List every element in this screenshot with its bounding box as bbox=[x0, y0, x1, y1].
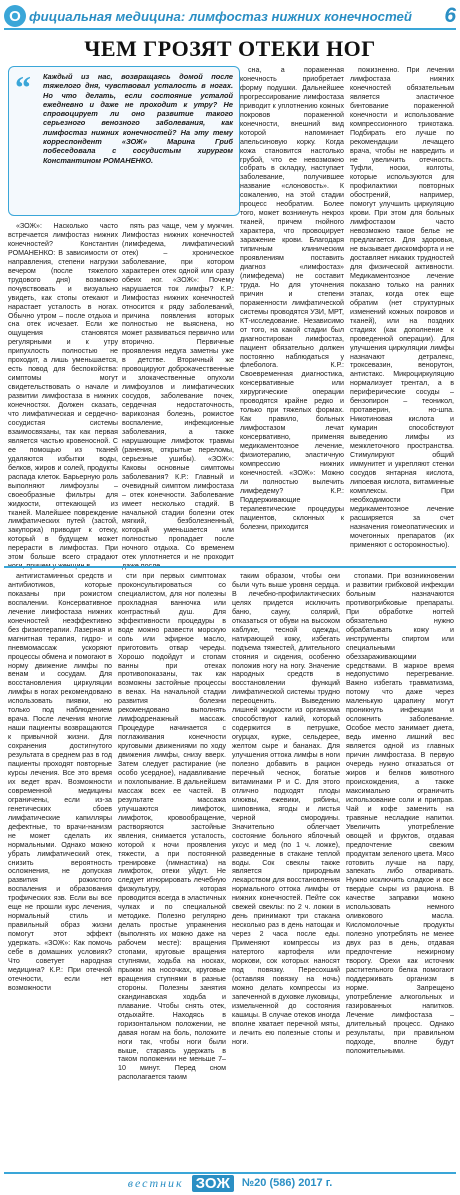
bottom-column-4 bbox=[346, 572, 454, 1168]
rubric-bar bbox=[4, 4, 456, 30]
top-column-3-text: сна, а пораженная конечность приобретает форму подушки. Дальнейшее прогрессирование лимфостаза приводит к уплотнению кожных покровов пораженной конечности, внешний вид которой напоминает апельсиновую корку. Когда кожа становится настолько грубой, что ее невозможно собрать в складку, наступает заболевание, получившее название «слоновость». К сожалению, на этой стадии процесс необратим. Более того, может возникнуть некроз тканей, причем гнойного характера, что провоцирует заражение крови. Благодаря типичным клиническим проявлениям поставить диагноз «лимфостаз» (лимфедема) не составит труда. Но для уточнения причин и степени пораженности лимфатической системы проводятся УЗИ, МРТ, КТ-исследование. Независимо от того, на какой стадии был диагностирован лимфостаз, пациент обязательно должен постоянно наблюдаться у флеболога. К.Р.: Своевременная диагностика, консервативные или хирургические операции проводятся крайне редко и только при тяжелых формах. Как правило, больных лимфостазом лечат консервативно, применяя медикаментозное лечение, физиотерапию, эластичную компрессию нижних конечностей. «ЗОЖ»: Можно ли полностью вылечить лимфедему? К.Р.: Поддерживающие терапевтические процедуры пациентов, склонных к болезни, приходится bbox=[240, 66, 344, 531]
bottom-column-1-text: антигистаминных средств и антибиотиков, которые показаны при рожистом воспалении. Консервативное лечение лимфостаза нижних конечностей неэффективно без физиотерапии. Лазерная и магнитная терапия, гидро- и пневмомассаж ускоряют процессы обмена и помогают в норму движение лимфы по венам и сосудам. Для восстановления циркуляции лимфы в ногах рекомендовано использовать пиявки, но только под наблюдением врача. После лечения многие наши пациенты возвращаются к привычной жизни. Для сохранения достигнутого результата в среднем раз в год пациенты проходят повторные курсы лечения. Все это время их ведет врач. Возможности современной медицины ограничены, если из-за генетических сбоев лимфатические капилляры дефектные, то врачи-нанизм не может сделать их нормальными. Однако можно убрать лимфатический отек, снизить вероятность осложнения, не допуская развития рожистого воспаления и образования трофических язв. Если вы все еще не прошли курс лечения, нормальный стиль и правильный образ жизни помогут этот эффект удержать. «ЗОЖ»: Как помочь себе в домашних условиях? Что советует народная медицина? К.Р.: При отечной отечности, если нет возможности bbox=[8, 572, 112, 992]
bottom-column-2-text: сти при первых симптомах проконсультироваться со специалистом, для ног полезны прохладная ванночка или контрастный душ. Для эффективности процедуры в воде можно развести морскую соль или эфирное масло, приготовить отвар череды. Хорошо подойдут и стопам ванны при отеках противопоказаны, так как возможны застойные процессы в венах. На начальной стадии развития болезни рекомендовано выполнять лимфодренажный массаж. Процедуре начинается с поглаживания конечности круговыми движениями по ходу движения лимфы, снизу вверх. Затем следует растирание (не особо усердное), надавливание и похлопывание. В дальнейшем массаж всех ее частей. В результате массажа улучшаются лимфоток, лимфоток, кровообращение, растворяются застойные явления, снимается усталость, которой к ночи проявления тяжести, а при постоянной тренировке (гимнастика) на лимфоток, отеки уйдут. Не следует игнорировать лечебную физкультуру, которая проводится всегда в эластичных чулках и по специальной методике. Полезно регулярно делать простые упражнения (выполнять их можно даже на рабочем месте): вращения стопами, круговые вращения ступнями, ходьба на носках, прыжки на носочках, круговые вращения ступнями в разные стороны. Полезны занятия скандинавская ходьба и плавание. Чтобы снять отек, отдыхайте. Находясь в горизонтальном положении, не давая ногам на боль, положите ноги так, чтобы ноги были выше, стараясь удержать в таком положении не меньше 7–10 минут. Перед сном располагается таким bbox=[118, 572, 226, 1082]
top-column-2-text: пять раз чаще, чем у мужчин. Лимфостаз нижних конечностей (лимфедема, лимфатический отек) – хроническое заболевание, при котором характерен отек одной или сразу обеих ног. «ЗОЖ»: Почему нарушается ток лимфы? К.Р.: Лимфостаз нижних конечностей относится к ряду заболеваний, причина появления которых полностью не выяснена, но может развиваться первично или вторично. Первичные проявления недуга заметны уже в детстве. Вторичный же провоцируют доброкачественные и злокачественные опухоли лимфоузлов и лимфатических сосудов, заболевание почек, сердечная недостаточность, варикозная болезнь, рожистое воспаление, инфекционные заболевания, а также нарушающие лимфоток травмы (ранения, открытые переломы, серьезные ушибы). «ЗОЖ»: Каковы основные симптомы заболевания? К.Р.: Главный и очевидный симптом лимфостаза – отек конечности. Заболевание имеет несколько стадий. В начальной стадии болезни отек мягкий, безболезненный, который уменьшается или полностью пропадает после ночного отдыха. Со временем отек уплотняется и не проходит bbox=[122, 222, 234, 562]
top-column-1-text: «ЗОЖ»: Насколько часто встречается лимфостаз нижних конечностей? Константин РОМАНЕНКО: В зависимости от направления, степени нагрузки вечером (после тяжелого трудового дня) возможно почувствовать и визуально увидеть, как стопы отекают и нарастает усталость в ногах. Обычно утром – после отдыха и сна отек исчезает. Если же ощущения становятся регулярными и к утру припухлость полностью не проходит, а лишь уменьшается, есть повод для беспокойства: симптомы могут свидетельствовать о начале и развитии лимфостаза в нижних конечностях. Должен сказать, что лимфатическая и сердечно-сосудистая системы взаимосвязаны, так как первая является частью кровеносной. С ее помощью из тканей удаляются избытки воды, белков, жиров и солей, продукты распада клеток. Барьерную роль выполняют лимфоузлы – своеобразные фильтры для жидкости, оттекающей из тканей. Малейшее повреждение лимфатических путей (застой, закупорка) приводит к отеку, который в будущем может перерасти в лимфостаз. При этом больше всего страдают bbox=[8, 222, 118, 562]
top-column-4 bbox=[350, 66, 454, 562]
lead-box bbox=[8, 66, 240, 216]
rubric-drop-letter: О bbox=[4, 5, 26, 27]
bottom-column-2 bbox=[118, 572, 226, 1168]
rubric-title: фициальная медицина: лимфостаз нижних конечностей bbox=[29, 8, 412, 24]
page-footer bbox=[4, 1172, 456, 1192]
bottom-column-4-text: стопами. При возникновении и развитии грибковой инфекции больным назначаются противогрибковые препараты. При обработке ногтей обязательно нужно обрабатывать кожу и инструменты спиртом или специальными обеззараживающими средствами. В жаркое время недопустимо перегревание. Важно избегать травматизма, потому что даже через маленькую царапину могут проникнуть инфекции и осложнить заболевание. Особое место занимает диета, ведь именно лишний вес является одной из главных причин лимфостаза. В первую очередь нужно отказаться от жиров и белков животного происхождения, а также максимально ограничить использование соли и приправ. Чай и кофе заменить на травяные несладкие напитки. Увеличить употребление овощей и фруктов, отдавая предпочтение свежим продуктам зеленого цвета. Мясо готовить лучше на пару, запекать либо отваривать. Нужно исключить сладкое и все твердые сыры из рациона. В качестве заправки можно использовать немного оливкового масла. Кисломолочные продукты полезно употреблять не менее двух раз в день, отдавая предпочтение нежирному творогу. Орехи как источник растительного белка помогают поддерживать организм в норме. Запрещено употребление алкогольных и газированных напитков. Лечение лимфостаза – длительный процесс. Однако результаты, при правильном подходе, вполне будут положительными. bbox=[346, 572, 454, 1055]
page-number: 6 bbox=[444, 4, 456, 27]
footer-brand: вестник bbox=[127, 1175, 184, 1190]
issue-number: №20 (586) 2017 г. bbox=[241, 1177, 333, 1189]
article-headline: ЧЕМ ГРОЗЯТ ОТЕКИ НОГ bbox=[84, 36, 376, 61]
section-divider bbox=[4, 566, 456, 568]
bottom-column-3 bbox=[232, 572, 340, 1168]
bottom-column-3-text: таким образом, чтобы они были чуть выше уровня сердца. В лечебно-профилактических целях придется исключить баню, сауну, солярий, отказаться от обуви на высоком каблуке, тесной одежды, натирающей кожу, избегать подъема тяжестей, длительного стояния и сидения, особенно положив ногу на ногу. Значение народных средств в восстановлении функций лимфатической системы трудно переоценить. Выведению лишней жидкости из организма способствуют калий, который содержится в петрушке, огурцах, курке, сельдерее, желтом сыре и бананах. Для улучшения оттока лимфы в ноги полезно добавить в рацион перечный чеснок, богатые витаминами Р и С. Для этого отлично подходят плоды клюквы, ежевики, рябины, шиповника, ягоды и листья черной смородины. Значительно облегчает состояние больного яблочный уксус и мед (по 1 ч. ложке), разведенные в стакане теплой воды. Сок свеклы также является природным лекарством для восстановления нормального оттока лимфы от нижних конечностей. Пейте сок свежей свеклы: по 2 ч. ложки в день принимают три стакана несколько раз в день натощак и через 2 часа после еды. Применяют компрессы из натертого картофеля или моркови, сок которых наносят под повязку. Пересохший (оставляя повязку на ночь) можно делать компрессы из запеченной в духовке луковицы, измельченной до состояния кашицы. В случае отеков иногда вполне хватает перечной мяты, и лечить ею полезные стопы и ноги. bbox=[232, 572, 340, 1046]
top-column-1 bbox=[8, 222, 118, 562]
lead-text: Каждый из нас, возвращаясь домой после тяжелого дня, чувствовал усталость в ногах. Но что делать, если состояние усталой ежедневно и даже не проходит к утру? Не спровоцирует ли оно развитие такого серьезного венозного заболевания, как лимфостаз нижних конечностей? На эту тему корреспондент «ЗОЖ» Марина Гриб побеседовала с сосудистым хирургом Константином РОМАНЕНКО. bbox=[43, 72, 233, 165]
top-column-2 bbox=[122, 222, 234, 562]
zozh-logo: ЗОЖ bbox=[192, 1175, 234, 1192]
quote-mark-icon: “ bbox=[15, 69, 31, 105]
top-column-4-text: пожизненно. При лечении лимфостаза нижних конечностей обязательным является эластичное бинтование пораженной конечности и использование компрессионного трикотажа. Подбирать его лучше по рекомендации лечащего врача, чтобы не навредить и не увеличить отечность. Туфли, носки, колготы, которые используются для профилактики повторных обострений, например, помогут улучшить циркуляцию крови. При этом для больных лимфостазом часто невозможно такое белье не предлагается. Для здоровья, не вызывает дискомфорта и не доставляет никаких трудностей для физической активности. Медикаментозное лечение показано только на ранних этапах, когда отек еще обратим (нет структурных изменений кожных покровов и тканей), или на поздних стадиях (как дополнение к проведенной операции). Для улучшения циркуляции лимфы назначают детралекс, троксевазин, венорутон, антистакс. Микроциркуляцию нормализует трентал, а в периферические сосуды – бензопирон – теоникол, протаверин, но-шпа. Никотиновая кислота и кумарин способствуют выведению лимфы из межклеточного пространства. Стимулируют общий иммунитет и укрепляют стенки сосудов янтарная кислота, липоевая кислота, витаминные комплексы. При необходимости медикаментозное лечение расширяется за счет назначения гомеопатических и мочегонных препаратов (их применяют с осторожностью). bbox=[350, 66, 454, 549]
top-column-3 bbox=[240, 66, 344, 562]
bottom-column-1 bbox=[8, 572, 112, 1168]
